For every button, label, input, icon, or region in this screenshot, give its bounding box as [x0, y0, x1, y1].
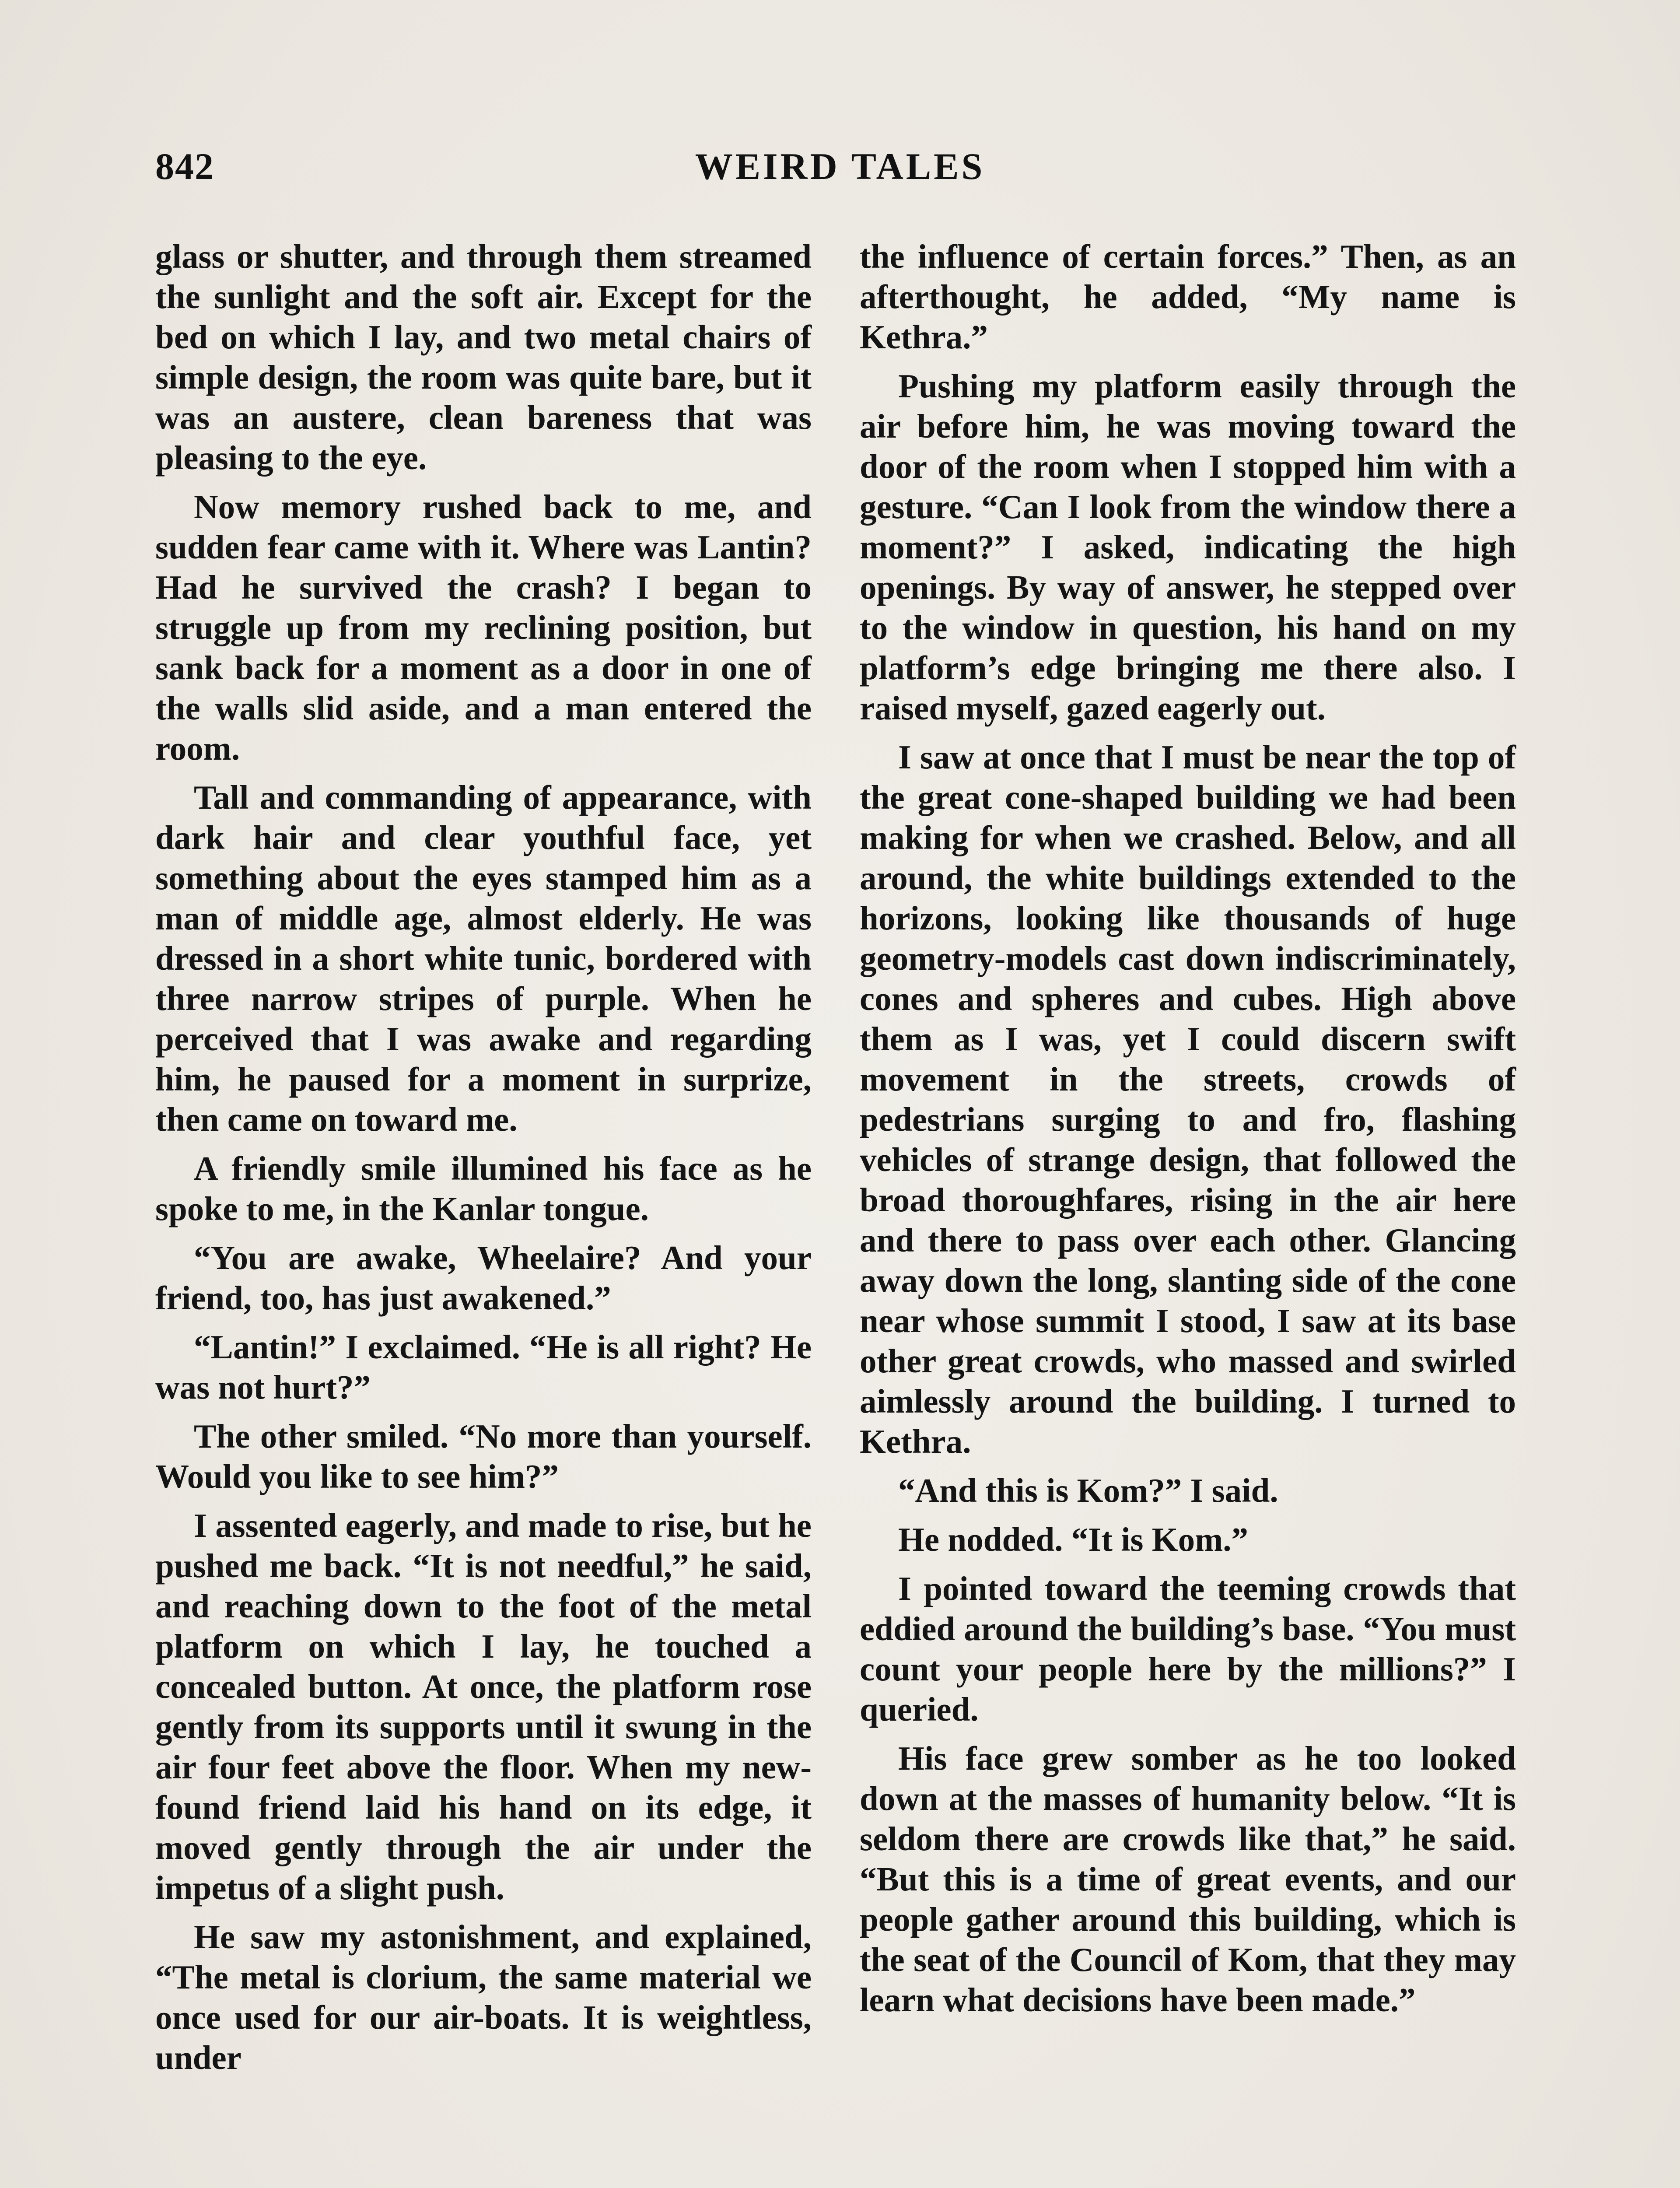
paragraph: I assented eagerly, and made to rise, but he pushed me back. “It is not needful,” he said, and reaching down to the foot of the metal platform on which I lay, he touched a concealed button. At once, the platform rose gently from its supports until it swung in the air four feet above the floor. When my new-found friend laid his hand on its edge, it moved gently through the air under the impetus of a slight push.: [155, 1507, 812, 1907]
paragraph: I pointed toward the teeming crowds that eddied around the building’s base. “You must count your people here by the millions?” I queried.: [860, 1570, 1516, 1728]
paragraph: The other smiled. “No more than yourself. Would you like to see him?”: [155, 1417, 812, 1495]
paragraph: Tall and commanding of appearance, with dark hair and clear youthful face, yet something about the eyes stamped him as a man of middle age, almost elderly. He was dressed in a short white tunic, bordered with three narrow stripes of purple. When he perceived that I was awake and regarding him, he paused for a moment in surprize, then came on toward me.: [155, 778, 812, 1138]
left-column: [155, 236, 812, 2086]
paragraph: His face grew somber as he too looked down at the masses of humanity below. “It is seldom there are crowds like that,” he said. “But this is a time of great events, and our people gather around this building, which is the seat of the Council of Kom, that they may learn what decisions have been made.”: [860, 1739, 1516, 2019]
right-column: [860, 236, 1516, 2029]
page-number: 842: [155, 145, 214, 187]
paragraph: He saw my astonishment, and explained, “The metal is clorium, the same material we once used for our air-boats. It is weightless, under: [155, 1918, 812, 2076]
page-header: [155, 144, 1525, 193]
paragraph: “Lantin!” I exclaimed. “He is all right? He was not hurt?”: [155, 1328, 812, 1406]
paragraph: I saw at once that I must be near the top of the great cone-shaped building we had been making for when we crashed. Below, and all around, the white buildings extended to the horizons, looking like thousands of huge geometry-models cast down indiscriminately, cones and spheres and cubes. High above them as I was, yet I could discern swift movement in the streets, crowds of pedestrians surging to and fro, flashing vehicles of strange design, that followed the broad thoroughfares, rising in the air here and there to pass over each other. Glancing away down the long, slanting side of the cone near whose summit I stood, I saw at its base other great crowds, who massed and swirled aimlessly around the building. I turned to Kethra.: [860, 738, 1516, 1460]
paragraph: He nodded. “It is Kom.”: [898, 1521, 1249, 1558]
paragraph: the influence of certain forces.” Then, as an afterthought, he added, “My name is Kethra.”: [860, 238, 1516, 356]
paragraph: Pushing my platform easily through the air before him, he was moving toward the door of the room when I stopped him with a gesture. “Can I look from the window there a moment?” I asked, indicating the high openings. By way of answer, he stepped over to the window in question, his hand on my platform’s edge bringing me there also. I raised myself, gazed eagerly out.: [860, 367, 1516, 727]
paragraph: glass or shutter, and through them streamed the sunlight and the soft air. Except for the bed on which I lay, and two metal chairs of simple design, the room was quite bare, but it was an austere, clean bareness that was pleasing to the eye.: [155, 238, 812, 477]
running-title: WEIRD TALES: [695, 145, 985, 187]
paragraph: “You are awake, Wheelaire? And your friend, too, has just awakened.”: [155, 1239, 812, 1317]
paragraph: A friendly smile illumined his face as he spoke to me, in the Kanlar tongue.: [155, 1150, 812, 1227]
paragraph: “And this is Kom?” I said.: [898, 1472, 1278, 1509]
paragraph: Now memory rushed back to me, and sudden fear came with it. Where was Lantin? Had he survived the crash? I began to struggle up from my reclining position, but sank back for a moment as a door in one of the walls slid aside, and a man entered the room.: [155, 488, 812, 767]
